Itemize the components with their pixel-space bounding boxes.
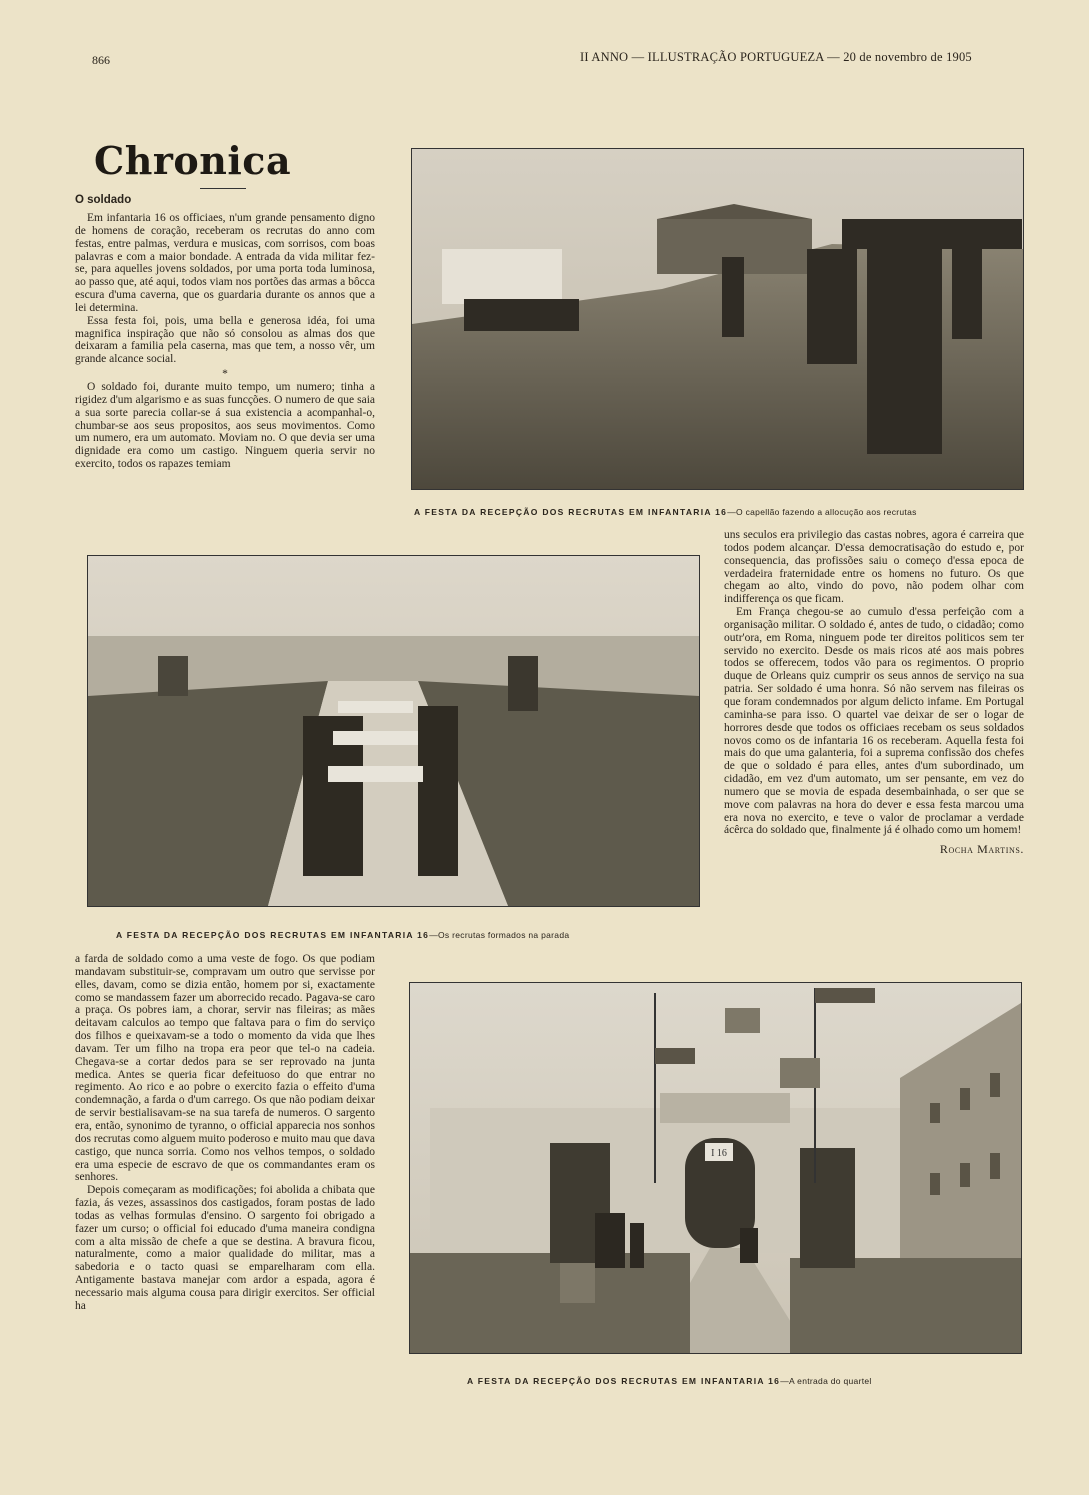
page-number: 866 — [92, 53, 110, 67]
title-divider — [200, 188, 246, 189]
text-column-1 — [75, 212, 375, 471]
article-subtitle: O soldado — [75, 194, 132, 206]
paragraph: Em infantaria 16 os officiaes, n'um grande pensamento digno de homens de coração, receberam os recrutas do anno com festas, entre palmas, verdura e musicas, com sorrisos, com boas palavras e com a maior bondade. A entrada da vida militar fez-se, para aquelles jovens soldados, por uma porta toda luminosa, ao passo que, até aqui, todos viam nos portões das armas a bôcca escura d'uma caverna, que os guardaria durante os annos que a lei determina. — [75, 212, 375, 314]
text-column-3 — [75, 953, 375, 1313]
photo-recruits-parade — [87, 555, 700, 907]
paragraph: O soldado foi, durante muito tempo, um numero; tinha a rigidez d'um algarismo e as suas funcções. O numero de que saia a sua sorte parecia collar-se á sua existencia a acompanhal-o, chumbar-se aos seus propositos, aos seus movimentos. Como um numero, era um automato. Moviam no. O que devia ser uma dignidade era como um castigo. Ninguem queria servir no exercito, todos os rapazes temiam — [75, 380, 375, 471]
article-title: Chronica — [94, 138, 292, 183]
running-title: II ANNO — ILLUSTRAÇÃO PORTUGUEZA — 20 de novembro de 1905 — [580, 50, 972, 64]
paragraph: Essa festa foi, pois, uma bella e generosa idéa, foi uma magnifica inspiração que não só consolou as almas dos que deixaram a familia pela caserna, mas que tem, a nosso vêr, um grande alcance social. — [75, 314, 375, 366]
photo-caption: A FESTA DA RECEPÇÃO DOS RECRUTAS EM INFANTARIA 16—A entrada do quartel — [467, 1376, 872, 1386]
photo-barracks-entrance — [409, 982, 1022, 1354]
gate-sign: I 16 — [711, 1148, 727, 1159]
author-signature: Rocha Martins. — [939, 842, 1024, 857]
photo-caption: A FESTA DA RECEPÇÃO DOS RECRUTAS EM INFANTARIA 16—Os recrutas formados na parada — [116, 930, 570, 940]
photo-chaplain-address — [411, 148, 1024, 490]
paragraph: Depois começaram as modificações; foi abolida a chibata que fazia, ás vezes, assassinos dos castigados, foram postas de lado todas as velhas formulas d'ensino. O sargento foi obrigado a fazer um curso; o official foi educado d'uma maneira condigna com a alta missão de chefe a que se destina. A bravura ficou, naturalmente, como a maior qualidade do militar, mas a sabedoria e o tacto quasi se emparelharam com ella. Antigamente bastava manejar com ardor a espada, agora é necessario mais alguma cousa para dirigir exercitos. Ser official ha — [75, 1184, 375, 1312]
text-column-2 — [724, 529, 1024, 856]
section-separator: * — [222, 368, 228, 381]
paragraph: a farda de soldado como a uma veste de fogo. Os que podiam mandavam substituir-se, compravam um outro que servisse por elles, davam, como se dizia então, homem por si, exactamente como se mandassem fazer um aborrecido recado. Pagava-se caro a praça. Os pobres iam, a chorar, servir nas fileiras; as mães deitavam calculos ao tempo que faltava para o fim do serviço dos filhos e queixavam-se a todo o momento da vida que lhes davam. Ter um filho na tropa era peor que tel-o na cadeia. Chegava-se a cortar dedos para se ser reprovado na junta medica. Antes se queria ficar defeituoso do que entrar no regimento. Ao rico e ao pobre o exercito fazia o effeito d'uma condemnação, a farda o d'um carrego. Os que não podiam deixar de servir bestialisavam-se na sua tarefa de numeros. O sargento era, então, synonimo de tyranno, o official apparecia nos sonhos dos recrutas como alguem muito poderoso e muito mau que dava castigo, que nunca sorria. Como nos velhos tempos, o soldado era uma especie de escravo de que os commandantes eram os senhores. — [75, 953, 375, 1184]
paragraph: Em França chegou-se ao cumulo d'essa perfeição com a organisação militar. O soldado é, antes de tudo, o cidadão; como outr'ora, em Roma, ninguem pode ter direitos politicos sem ter servido no exercito. Desde os mais ricos até aos mais pobres todos se offerecem, todos vão para os regimentos. O proprio duque de Orleans quiz cumprir os seus annos de serviço na sua patria. Ser soldado é uma honra. Só não servem nas fileiras os que foram condemnados por algum delicto infame. Em Portugal caminha-se para isso. O quartel vae deixar de ser o logar de horrores desde que todos os officiaes recebam os seus soldados novos como os de infantaria 16 os receberam. Aquella festa foi mais do que uma galanteria, foi a suprema confissão dos chefes de que o soldado é para elles, antes d'um subordinado, um cidadão, em vez d'um automato, um ser pensante, em vez do numero que se movia de espada desembainhada, o ser que se move com palavras na hora do dever e essa festa marcou uma era nova no exercito, e teve o valor de proclamar a verdade ácêrca do soldado que, finalmente já é olhado como um homem! — [724, 606, 1024, 837]
photo-caption: A FESTA DA RECEPÇÃO DOS RECRUTAS EM INFANTARIA 16—O capellão fazendo a allocução aos recrutas — [414, 507, 917, 517]
paragraph: uns seculos era privilegio das castas nobres, agora é carreira que todos podem alcançar. D'essa democratisação do estudo e, por consequencia, das profissões saiu o começo d'essa epoca de verdadeira fraternidade entre os homens no futuro. Os que chegam ao alto, vindo do povo, não podem olhar com indifferença os que ficam. — [724, 529, 1024, 606]
